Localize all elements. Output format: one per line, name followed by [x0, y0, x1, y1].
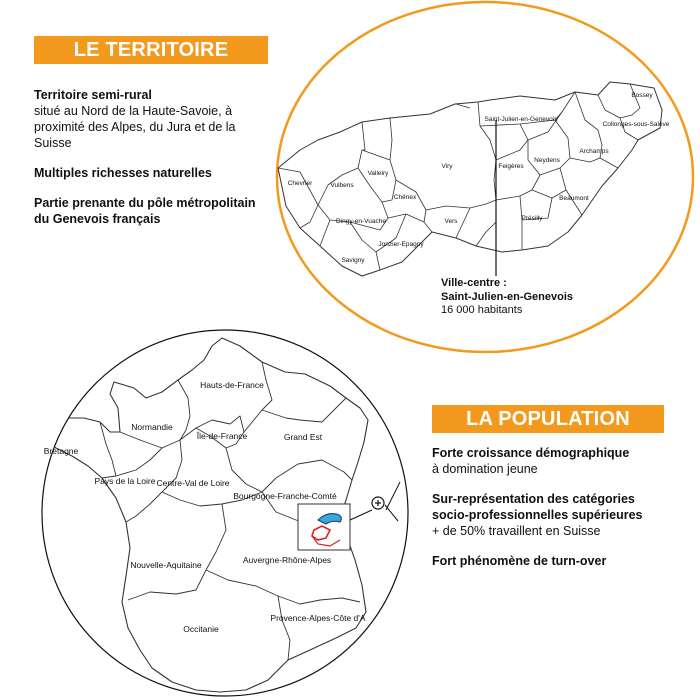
callout-population: 16 000 habitants	[441, 304, 523, 316]
commune-label-saint-julien: Saint-Julien-en-Genevois	[484, 116, 558, 123]
population-p1-normal: à domination jeune	[432, 462, 538, 476]
commune-label-collonges: Collonges-sous-Salève	[602, 121, 670, 128]
territoire-p1-normal: situé au Nord de la Haute-Savoie, à proximité des Alpes, du Jura et de la Suisse	[34, 104, 236, 150]
territoire-title: LE TERRITOIRE	[34, 36, 268, 64]
region-label-auvergne-rhone-alpes: Auvergne-Rhône-Alpes	[242, 555, 332, 565]
region-label-grand-est: Grand Est	[283, 432, 323, 442]
territoire-p1-bold: Territoire semi-rural	[34, 88, 152, 102]
commune-label-neydens: Neydens	[534, 157, 560, 164]
region-label-bourgogne-franche-comte: Bourgogne-Franche-Comté	[233, 491, 337, 501]
commune-label-bossey: Bossey	[631, 92, 653, 99]
region-label-normandie: Normandie	[131, 422, 173, 432]
territoire-p3-bold: Partie prenante du pôle métropolitain du Genevois français	[34, 196, 256, 226]
region-label-ile-de-france: Île-de-France	[196, 431, 248, 441]
commune-label-chenex: Chênex	[393, 194, 417, 201]
commune-label-archamps: Archamps	[579, 148, 609, 155]
commune-label-vers: Vers	[444, 218, 458, 225]
commune-label-dingy: Dingy-en-Vuache	[336, 218, 386, 225]
commune-label-savigny: Savigny	[341, 257, 365, 264]
commune-label-beaumont: Beaumont	[559, 195, 589, 202]
commune-label-viry: Viry	[441, 163, 453, 170]
commune-label-jonzier: Jonzier-Epagny	[378, 241, 424, 248]
population-p1-bold: Forte croissance démographique	[432, 446, 630, 460]
population-p2-normal: + de 50% travaillent en Suisse	[432, 524, 601, 538]
commune-label-valleiry: Valleiry	[367, 170, 389, 177]
commune-label-chevrier: Chevrier	[287, 180, 313, 187]
population-p2-bold: Sur-représentation des catégories socio-professionnelles supérieures	[432, 492, 643, 522]
population-title: LA POPULATION	[432, 405, 664, 433]
region-label-hauts-de-france: Hauts-de-France	[200, 380, 264, 390]
region-label-pays-de-la-loire: Pays de la Loire	[94, 476, 156, 486]
territoire-p2-bold: Multiples richesses naturelles	[34, 166, 212, 180]
callout-title: Ville-centre :	[441, 277, 507, 289]
region-label-nouvelle-aquitaine: Nouvelle-Aquitaine	[130, 560, 202, 570]
region-label-centre-val-de-loire: Centre-Val de Loire	[156, 478, 230, 488]
region-label-bretagne: Bretagne	[43, 446, 79, 456]
zoom-in-icon[interactable]	[372, 497, 384, 509]
population-p3-bold: Fort phénomène de turn-over	[432, 554, 607, 568]
commune-label-vulbens: Vulbens	[330, 182, 354, 189]
commune-label-presilly: Présilly	[521, 215, 543, 222]
region-label-occitanie: Occitanie	[183, 624, 219, 634]
region-label-provence-alpes: Provence-Alpes-Côte d'A	[270, 613, 366, 623]
commune-label-feigeres: Feigères	[498, 163, 524, 170]
callout-city: Saint-Julien-en-Genevois	[441, 291, 574, 303]
